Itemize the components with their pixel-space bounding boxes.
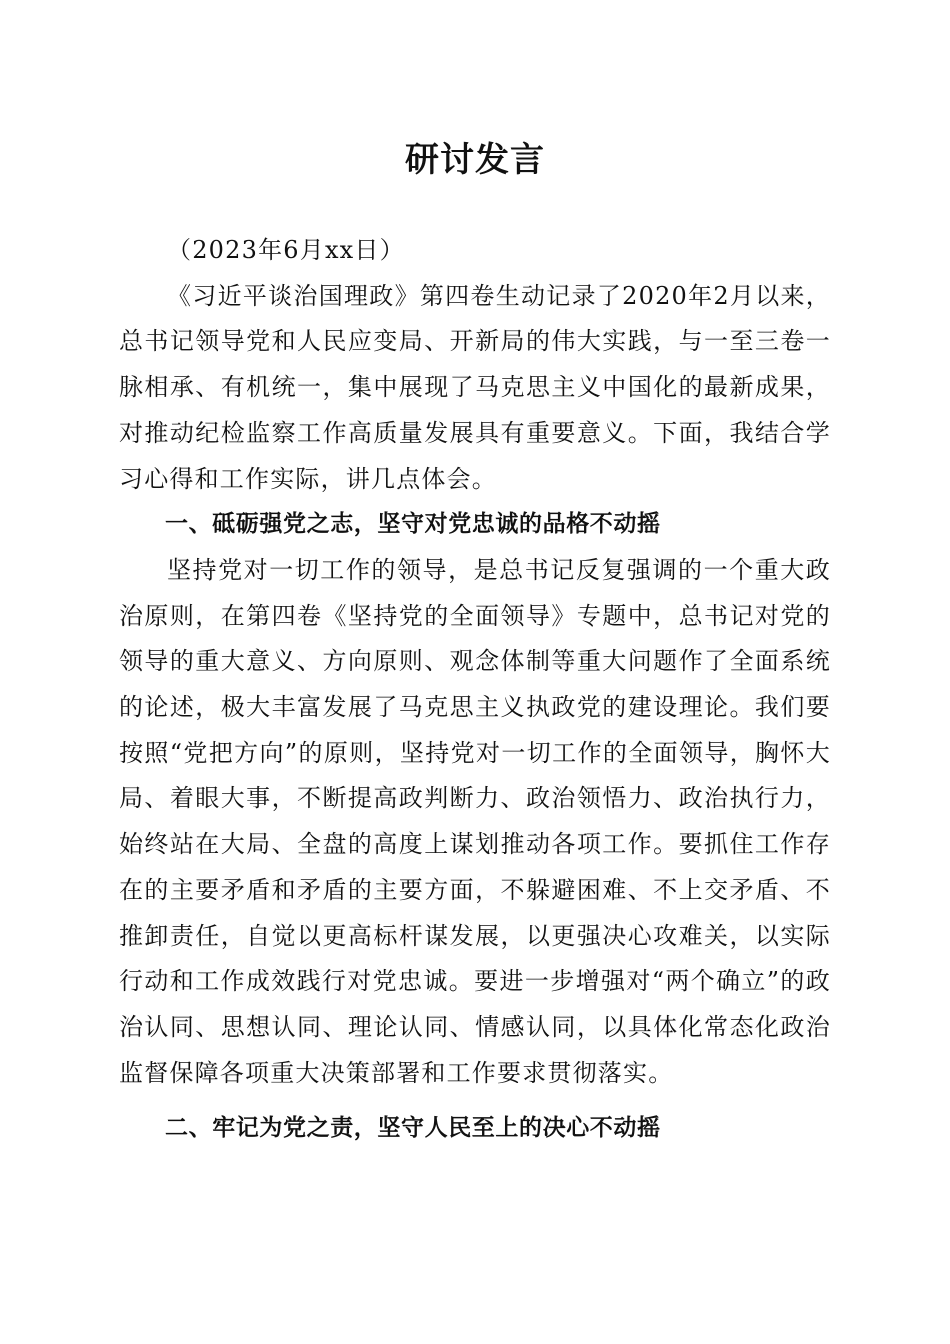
intro-paragraph: 《习近平谈治国理政》第四卷生动记录了2020年2月以来，总书记领导党和人民应变局、开新局的伟大实践，与一至三卷一脉相承、有机统一，集中展现了马克思主义中国化的最新成果，对推动纪检监察工作高质量发展具有重要意义。下面，我结合学习心得和工作实际，讲几点体会。 [119,281,831,493]
section-2-heading: 二、牢记为党之责，坚守人民至上的决心不动摇 [165,1115,661,1142]
date-line: （2023年6月xx日） [167,236,405,264]
document-title: 研讨发言 [405,140,545,180]
document-body [119,228,831,1152]
section-1-heading: 一、砥砺强党之志，坚守对党忠诚的品格不动摇 [165,511,661,538]
section-1-paragraph: 坚持党对一切工作的领导，是总书记反复强调的一个重大政治原则，在第四卷《坚持党的全面领导》专题中，总书记对党的领导的重大意义、方向原则、观念体制等重大问题作了全面系统的论述，极大丰富发展了马克思主义执政党的建设理论。我们要按照“党把方向”的原则，坚持党对一切工作的全面领导，胸怀大局、着眼大事，不断提高政判断力、政治领悟力、政治执行力，始终站在大局、全盘的高度上谋划推动各项工作。要抓住工作存在的主要矛盾和矛盾的主要方面，不躲避困难、不上交矛盾、不推卸责任，自觉以更高标杆谋发展，以更强决心攻难关，以实际行动和工作成效践行对党忠诚。要进一步增强对“两个确立”的政治认同、思想认同、理论认同、情感认同，以具体化常态化政治监督保障各项重大决策部署和工作要求贯彻落实。 [119,555,831,1087]
